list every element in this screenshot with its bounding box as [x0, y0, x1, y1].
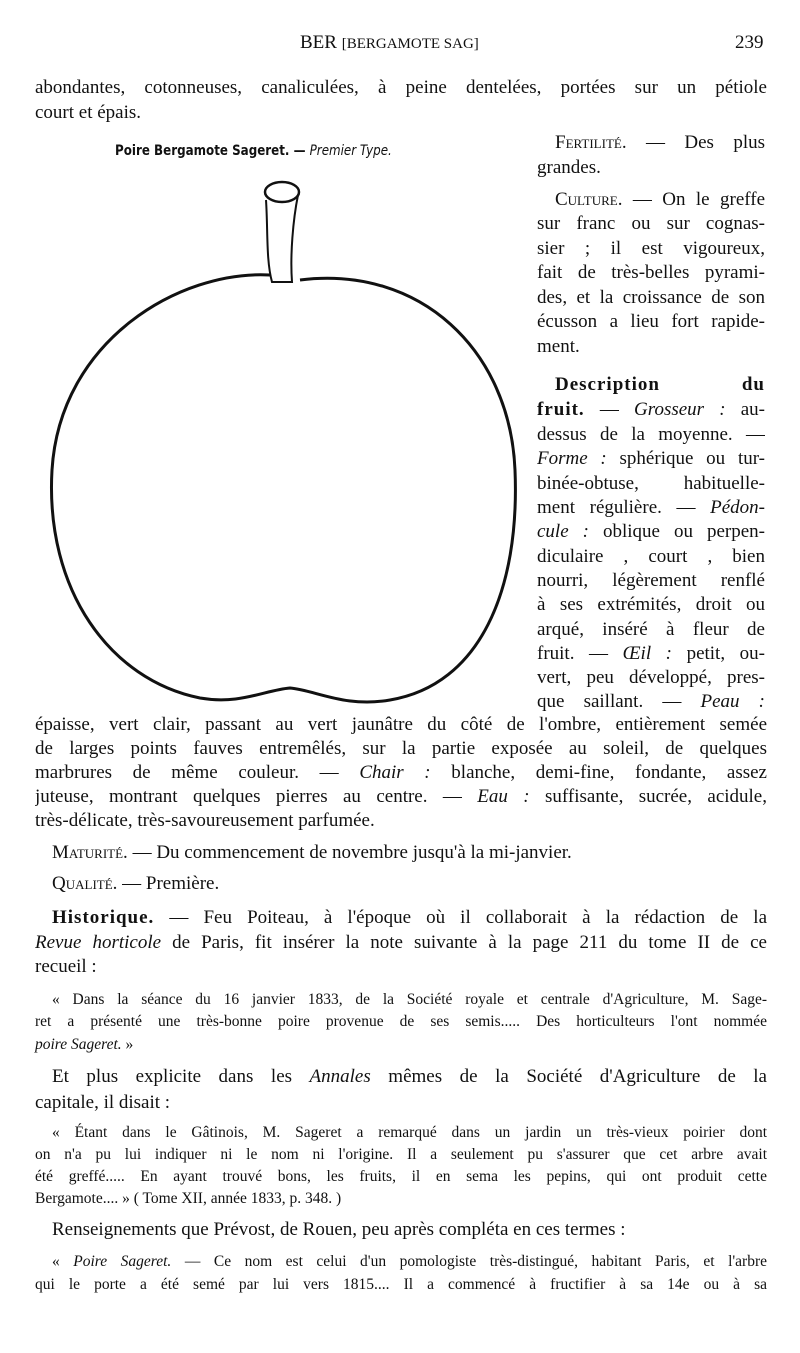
text-line: [537, 334, 765, 360]
text-run: mêmes de la Société d'Agriculture de la: [370, 1066, 767, 1087]
text-run: vert, peu développé, pres-: [537, 667, 765, 688]
text-line: [537, 471, 765, 497]
text-line: [537, 211, 765, 237]
text-run: grandes.: [537, 157, 601, 178]
text-run: petit, ou-: [672, 643, 765, 664]
text-run: capitale, il disait :: [35, 1092, 171, 1113]
text-line: [537, 544, 765, 570]
bold-heading: Historique.: [52, 907, 155, 928]
text-line: [35, 760, 767, 786]
text-run: de Paris, fit insérer la note suivante à la page 211 du tome II de ce: [161, 932, 767, 953]
page-number: 239: [735, 32, 764, 53]
text-run: qui le porte a été semé par lui vers 1815.... Il a commencé à fructifier à sa 14e ou à sa: [35, 1276, 767, 1293]
text-run: court et épais.: [35, 102, 142, 123]
text-run: recueil :: [35, 956, 97, 977]
text-line: [35, 1090, 767, 1116]
text-run: »: [121, 1036, 134, 1053]
text-run: oblique ou perpen-: [588, 521, 765, 542]
text-line: [537, 446, 765, 472]
running-subtitle: [BERGAMOTE SAG]: [341, 36, 479, 52]
text-run: été greffé..... En ayant trouvé bons, les fruits, il en sema les pepins, qui ont produit cette: [35, 1168, 767, 1185]
text-run: de larges points fauves entremêlés, sur la partie exposée au soleil, de quelques: [35, 738, 767, 759]
text-run: «: [52, 1253, 74, 1270]
text-line: [35, 736, 767, 762]
running-header: [300, 32, 479, 54]
text-run: Et plus explicite dans les: [52, 1066, 310, 1087]
text-run: écusson a lieu fort rapide-: [537, 311, 765, 332]
figure-caption: [115, 143, 392, 159]
text-line: [555, 187, 765, 213]
text-line: [35, 1272, 767, 1298]
running-title: BER: [300, 32, 337, 53]
italic-run: Œil :: [622, 643, 672, 664]
text-line: [35, 784, 767, 810]
text-run: blanche, demi-fine, fondante, assez: [430, 762, 767, 783]
text-run: on n'a pu lui indiquer ni le nom ni l'origine. Il a seulement pu s'assurer que cet arbre avait: [35, 1146, 767, 1163]
text-line: [537, 397, 765, 423]
text-line: [52, 1064, 767, 1090]
text-run: très-délicate, très-savoureusement parfumée.: [35, 810, 375, 831]
text-run: ment régulière. —: [537, 497, 711, 518]
pear-illustration: [0, 170, 530, 730]
pear-stem: [266, 195, 298, 282]
text-run: abondantes, cotonneuses, canaliculées, à peine dentelées, portées sur un pétiole: [35, 77, 767, 98]
text-run: diculaire , court , bien: [537, 546, 765, 567]
text-run: — Ce nom est celui d'un pomologiste très-distingué, habitant Paris, et l'arbre: [171, 1253, 767, 1270]
caption-type: Premier Type.: [309, 143, 392, 159]
text-line: [35, 75, 767, 101]
text-run: — On le greffe: [622, 189, 765, 210]
text-run: sphérique ou tur-: [606, 448, 765, 469]
text-line: [52, 840, 767, 866]
text-line: [52, 871, 767, 897]
text-line: [537, 617, 765, 643]
text-run: juteuse, montrant quelques pierres au centre. —: [35, 786, 478, 807]
text-run: binée-obtuse, habituelle-: [537, 473, 765, 494]
text-line: [537, 665, 765, 691]
text-run: marbrures de même couleur. —: [35, 762, 360, 783]
text-line: [35, 1032, 767, 1058]
pear-outline: [51, 275, 515, 702]
text-run: des, et la croissance de son: [537, 287, 765, 308]
italic-run: Chair :: [359, 762, 431, 783]
text-line: [537, 568, 765, 594]
text-line: [537, 592, 765, 618]
italic-run: poire Sageret.: [35, 1036, 122, 1053]
text-line: [537, 260, 765, 286]
small-caps-label: Culture.: [555, 189, 623, 210]
text-line: [555, 372, 765, 398]
text-line: [52, 1217, 767, 1243]
text-line: [537, 641, 765, 667]
text-run: fait de très-belles pyrami-: [537, 262, 765, 283]
text-line: [537, 422, 765, 448]
italic-run: Pédon-: [710, 497, 765, 518]
text-line: [537, 236, 765, 262]
italic-run: Annales: [309, 1066, 371, 1087]
text-line: [537, 309, 765, 335]
text-run: suffisante, sucrée, acidule,: [529, 786, 767, 807]
text-run: fruit. —: [537, 643, 623, 664]
stem-tip: [265, 182, 299, 202]
text-run: Bergamote.... » ( Tome XII, année 1833, p. 348. ): [35, 1190, 342, 1207]
text-line: [35, 1186, 767, 1212]
text-run: que saillant. —: [537, 691, 701, 712]
bold-heading: fruit.: [537, 399, 585, 420]
text-run: « Étant dans le Gâtinois, M. Sageret a remarqué dans un jardin un très-vieux poirier dont: [52, 1124, 767, 1141]
text-line: [35, 808, 767, 834]
text-run: sier ; il est vigoureux,: [537, 238, 765, 259]
small-caps-label: Maturité.: [52, 842, 128, 863]
text-line: [555, 130, 765, 156]
text-line: [52, 905, 767, 931]
text-run: épaisse, vert clair, passant au vert jaunâtre du côté de l'ombre, entièrement semée: [35, 714, 767, 735]
small-caps-label: Fertilité.: [555, 132, 627, 153]
text-line: [35, 100, 767, 126]
italic-run: Eau :: [477, 786, 530, 807]
text-run: sur franc ou sur cognas-: [537, 213, 765, 234]
text-run: Renseignements que Prévost, de Rouen, peu après compléta en ces termes :: [52, 1219, 626, 1240]
text-run: à ses extrémités, droit ou: [537, 594, 765, 615]
italic-run: Poire Sageret.: [73, 1253, 172, 1270]
text-run: — Première.: [117, 873, 220, 894]
text-line: [537, 155, 765, 181]
small-caps-label: Qualité.: [52, 873, 118, 894]
bold-heading: Description du: [555, 374, 765, 395]
text-run: — Feu Poiteau, à l'époque où il collaborait à la rédaction de la: [154, 907, 767, 928]
text-run: « Dans la séance du 16 janvier 1833, de la Société royale et centrale d'Agriculture, M. Sage-: [52, 991, 767, 1008]
text-run: ment.: [537, 336, 580, 357]
text-run: dessus de la moyenne. —: [537, 424, 765, 445]
text-run: ret a présenté une très-bonne poire provenue de ses semis..... Des horticulteurs l'ont nommée: [35, 1013, 767, 1030]
text-run: — Des plus: [626, 132, 765, 153]
text-run: au-: [725, 399, 765, 420]
text-line: [35, 954, 767, 980]
text-line: [537, 285, 765, 311]
text-line: [537, 519, 765, 545]
text-run: —: [584, 399, 635, 420]
text-run: nourri, légèrement renflé: [537, 570, 765, 591]
text-line: [35, 930, 767, 956]
text-run: — Du commencement de novembre jusqu'à la mi-janvier.: [127, 842, 572, 863]
text-run: arqué, inséré à fleur de: [537, 619, 765, 640]
caption-title: Poire Bergamote Sageret. —: [115, 143, 306, 159]
italic-run: Peau :: [700, 691, 765, 712]
italic-run: Revue horticole: [35, 932, 162, 953]
text-line: [537, 495, 765, 521]
italic-run: Forme :: [537, 448, 607, 469]
text-line: [35, 712, 767, 738]
italic-run: Grosseur :: [634, 399, 726, 420]
italic-run: cule :: [537, 521, 589, 542]
